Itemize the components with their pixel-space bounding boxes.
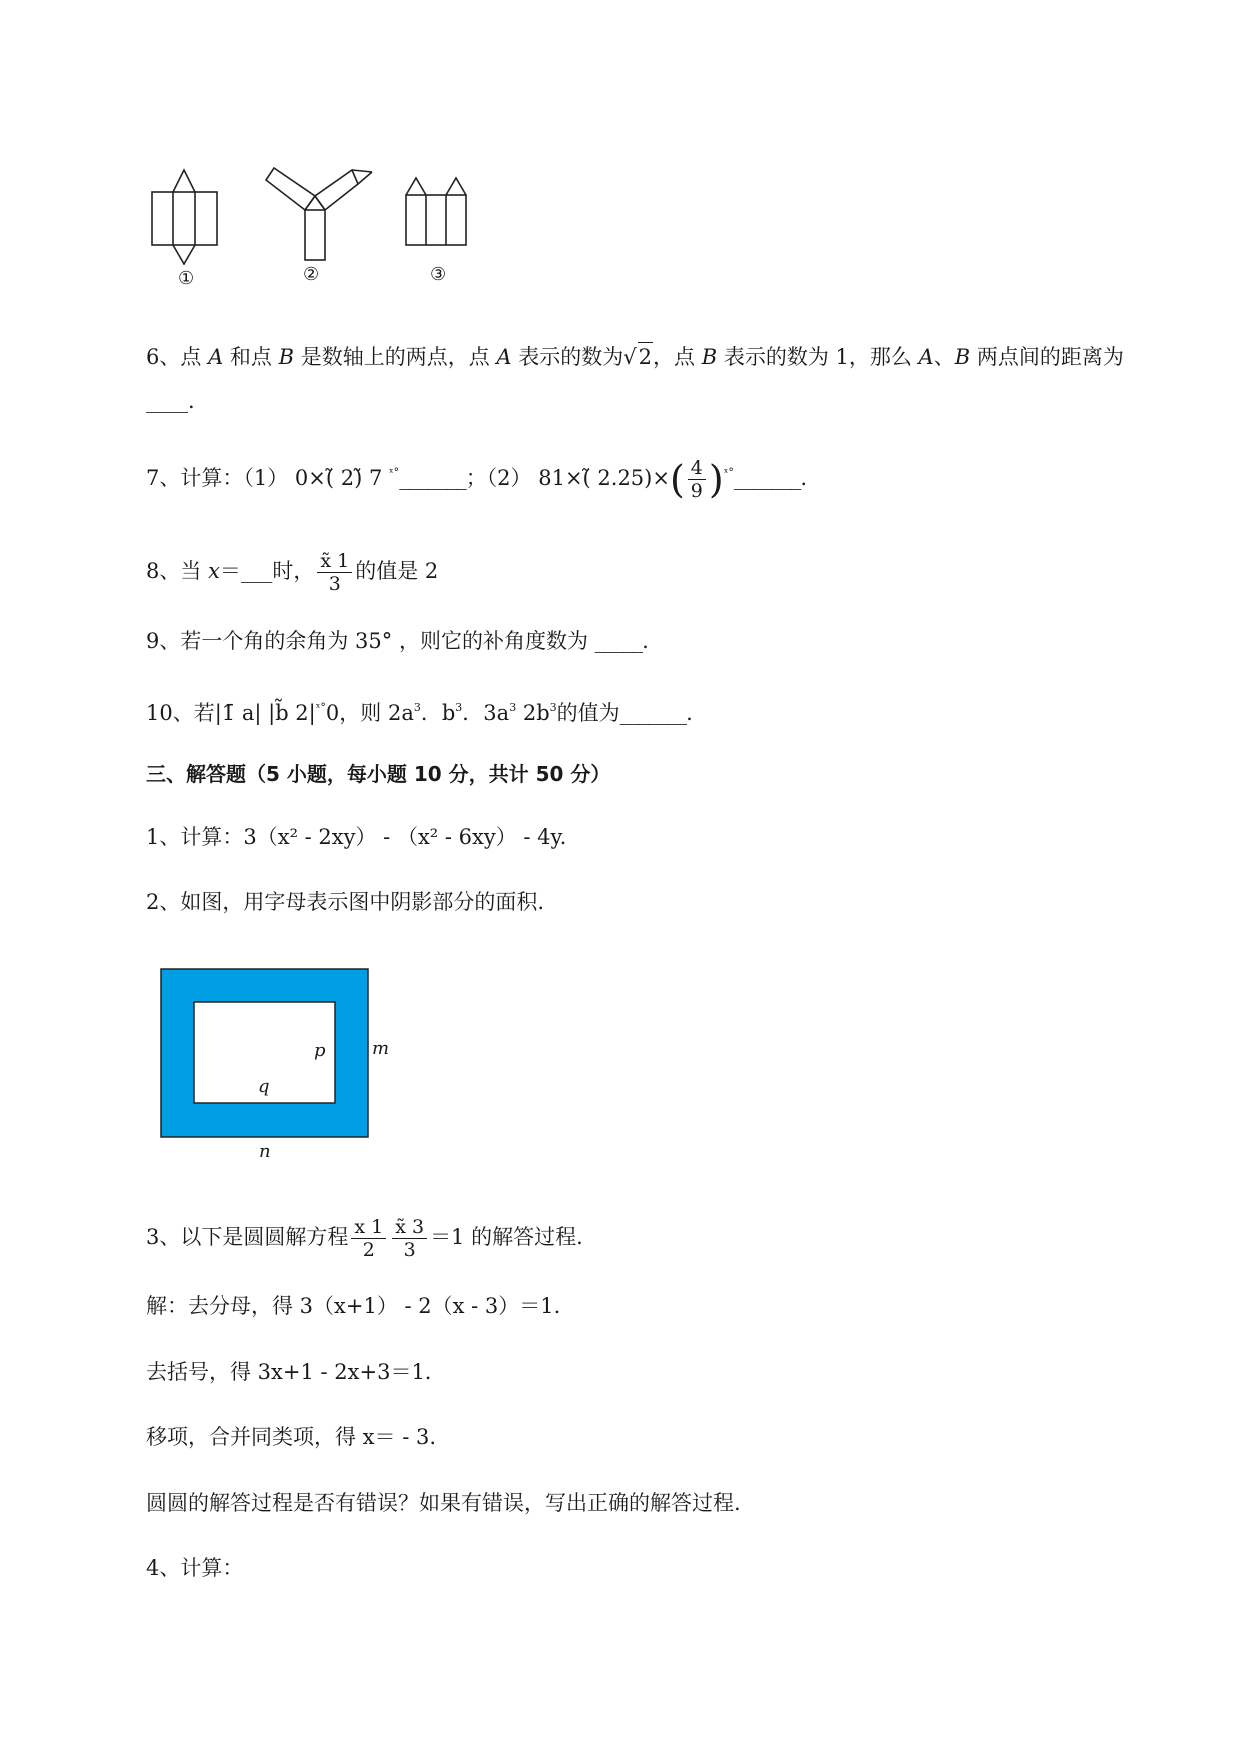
problem-2: 2、如图，用字母表示图中阴影部分的面积. bbox=[146, 890, 545, 914]
label-p: p bbox=[314, 1040, 326, 1061]
section-3-title: 三、解答题（5 小题，每小题 10 分，共计 50 分） bbox=[146, 762, 611, 786]
question-10: 10、若|1̄ a| |b̃ $2|^{ˣ^\circ}0$，则 $2a^3$．$b^3$．$3a^3$ $2b^3$的值为_______. bbox=[146, 701, 692, 725]
label-q: q bbox=[258, 1076, 270, 1097]
q6-number: 6、 bbox=[146, 345, 181, 369]
q9-blank: _____. bbox=[594, 629, 648, 653]
solution-line-1: 解：去分母，得 3（x+1） - 2（x - 3）＝1. bbox=[146, 1294, 561, 1318]
question-6-blank: ____. bbox=[146, 389, 195, 413]
q9-number: 9、 bbox=[146, 629, 181, 653]
figure-label-3: ③ bbox=[430, 264, 447, 285]
question-9: 9、若一个角的余角为 35° ，则它的补角度数为 _____. bbox=[146, 629, 648, 653]
sqrt-value: 2 bbox=[638, 342, 653, 371]
right-paren: ) bbox=[708, 457, 724, 502]
question-6: 6、点 A 和点 B 是数轴上的两点，点 A 表示的数为√2，点 B 表示的数为 1，那么 A、B 两点间的距离为 bbox=[146, 342, 1124, 371]
question-8: 8、当 x＝___时， $\frac{x̃ 1}{3}$ 的值是 2 bbox=[146, 550, 439, 595]
sqrt-sign: √ bbox=[623, 345, 637, 369]
problem-1: 1、计算：3（x² - 2xy） - （x² - 6xy） - 4y. bbox=[146, 825, 567, 849]
q7-number: 7、 bbox=[146, 466, 181, 490]
left-paren: ( bbox=[669, 457, 685, 502]
q7-blank-2: _______. bbox=[733, 466, 807, 490]
question-7: 7、计算：（1） 0×(̃ 2)̃ 7 $^{ˣ^\circ}$_______；（2） 81×(̃ 2.25)×( $\frac{4}{9}$ )$^{ˣ^\circ}$_______. bbox=[146, 457, 807, 502]
q7-blank-1: _______ bbox=[399, 466, 466, 490]
shaded-frame-figure bbox=[150, 960, 410, 1170]
problem-3: 3、以下是圆圆解方程 $\frac{x 1}{2}$ $\frac{x̃ 3}{3}$ ＝1 的解答过程. bbox=[146, 1216, 583, 1261]
figure-label-2: ② bbox=[303, 264, 320, 285]
figure-label-1: ① bbox=[178, 268, 195, 289]
solution-question: 圆圆的解答过程是否有错误？如果有错误，写出正确的解答过程. bbox=[146, 1491, 741, 1515]
q10-blank: _______. bbox=[619, 701, 692, 725]
q10-number: 10、 bbox=[146, 701, 194, 725]
p3-fraction-1: $\frac{x 1}{2}$ bbox=[351, 1216, 386, 1261]
problem-4: 4、计算： bbox=[146, 1556, 244, 1580]
label-m: m bbox=[372, 1038, 390, 1059]
solution-line-2: 去括号，得 3x+1 - 2x+3＝1. bbox=[146, 1360, 432, 1384]
label-n: n bbox=[259, 1141, 271, 1162]
q8-fraction: $\frac{x̃ 1}{3}$ bbox=[317, 550, 352, 595]
q8-number: 8、 bbox=[146, 559, 181, 583]
solution-line-3: 移项，合并同类项，得 x＝ - 3. bbox=[146, 1425, 436, 1449]
p3-fraction-2: $\frac{x̃ 3}{3}$ bbox=[392, 1216, 427, 1261]
q7-fraction: $\frac{4}{9}$ bbox=[688, 457, 706, 502]
